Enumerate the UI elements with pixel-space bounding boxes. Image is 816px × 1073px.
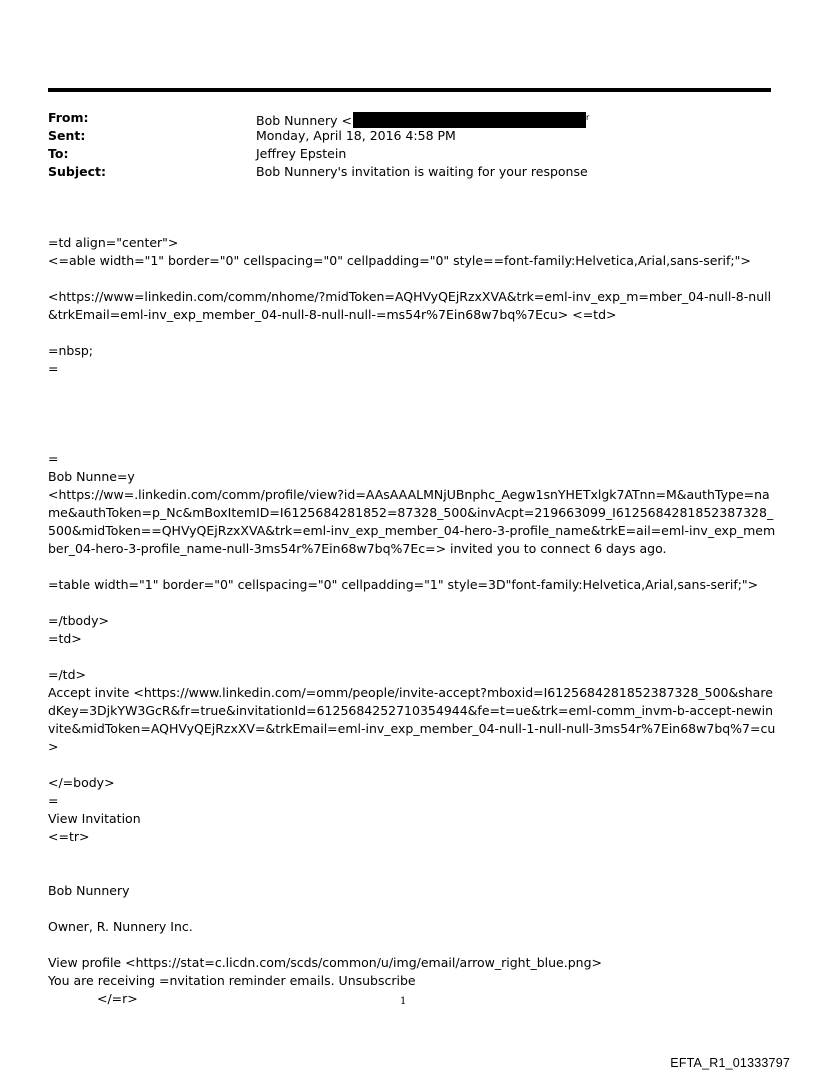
body-line: =nbsp;: [48, 343, 93, 358]
redaction-block: [353, 112, 586, 128]
sent-row: [48, 127, 768, 145]
sender-name: Bob Nunnery <: [256, 113, 352, 128]
body-line: =: [48, 361, 59, 376]
to-row: [48, 145, 768, 163]
body-line: <=able width="1" border="0" cellspacing="0" cellpadding="0" style==font-family:Helvetica,Arial,sans-serif;">: [48, 253, 751, 268]
page-number: 1: [400, 996, 407, 1007]
subject-label: Subject:: [48, 164, 106, 179]
body-line: =td>: [48, 631, 82, 646]
body-line: </=body>: [48, 775, 115, 790]
to-value: Jeffrey Epstein: [256, 146, 347, 161]
body-line: Bob Nunne=y: [48, 469, 135, 484]
body-line: =/tbody>: [48, 613, 109, 628]
home-link-line: <https://www=linkedin.com/comm/nhome/?midToken=AQHVyQEjRzxXVA&trk=eml-inv_exp_m=mber_04-null-8-null&trkEmail=eml-inv_exp_member_04-null-8-null-null-=ms54r%7Ein68w7bq%7Ecu> <=td>: [48, 289, 772, 322]
signature-title: Owner, R. Nunnery Inc.: [48, 919, 193, 934]
from-value: [256, 109, 589, 127]
body-line: =td align="center">: [48, 235, 179, 250]
header-divider: [48, 88, 771, 92]
body-line: =/td>: [48, 667, 86, 682]
body-line: </=r>: [97, 991, 138, 1006]
body-line: =: [48, 793, 59, 808]
body-line: =: [48, 451, 59, 466]
unsubscribe-line: You are receiving =nvitation reminder emails. Unsubscribe: [48, 973, 416, 988]
subject-value: Bob Nunnery's invitation is waiting for your response: [256, 164, 588, 179]
accept-invite-line: Accept invite <https://www.linkedin.com/=omm/people/invite-accept?mboxid=I6125684281852387328_500&sharedKey=3DjkYW3GcR&fr=true&invitationId=6125684252710354944&fe=t=ue&trk=eml-comm_invm-b-accept-newinvite&midToken=AQHVyQEjRzxXV=&trkEmail=eml-inv_exp_member_04-null-1-null-null-3ms54r%7Ein68w7bq%7=cu>: [48, 685, 776, 754]
body-line: <=tr>: [48, 829, 90, 844]
view-invitation-text: View Invitation: [48, 811, 141, 826]
from-label: From:: [48, 110, 89, 125]
body-line: =table width="1" border="0" cellspacing="0" cellpadding="1" style=3D"font-family:Helvetica,Arial,sans-serif;">: [48, 577, 759, 592]
sent-label: Sent:: [48, 128, 86, 143]
email-header: [48, 109, 768, 181]
sent-value: Monday, April 18, 2016 4:58 PM: [256, 128, 456, 143]
view-profile-line: View profile <https://stat=c.licdn.com/scds/common/u/img/email/arrow_right_blue.png>: [48, 955, 602, 970]
bates-number: EFTA_R1_01333797: [670, 1056, 790, 1070]
email-body: [48, 234, 776, 1008]
profile-link-line: <https://ww=.linkedin.com/comm/profile/view?id=AAsAAALMNjUBnphc_Aegw1snYHETxlgk7ATnn=M&authType=name&authToken=p_Nc&mBoxItemID=I6125684281852=87328_500&invAcpt=219663099_I6125684281852387328_500&midToken==QHVyQEjRzxXVA&trk=eml-inv_exp_member_04-hero-3-profile_name&trkE=ail=eml-inv_exp_member_04-hero-3-profile_name-null-3ms54r%7Ein68w7bq%7Ec=> invited you to connect 6 days ago.: [48, 487, 776, 556]
redaction-tail: r: [585, 113, 590, 122]
to-label: To:: [48, 146, 69, 161]
subject-row: [48, 163, 768, 181]
from-row: [48, 109, 768, 127]
signature-name: Bob Nunnery: [48, 883, 130, 898]
